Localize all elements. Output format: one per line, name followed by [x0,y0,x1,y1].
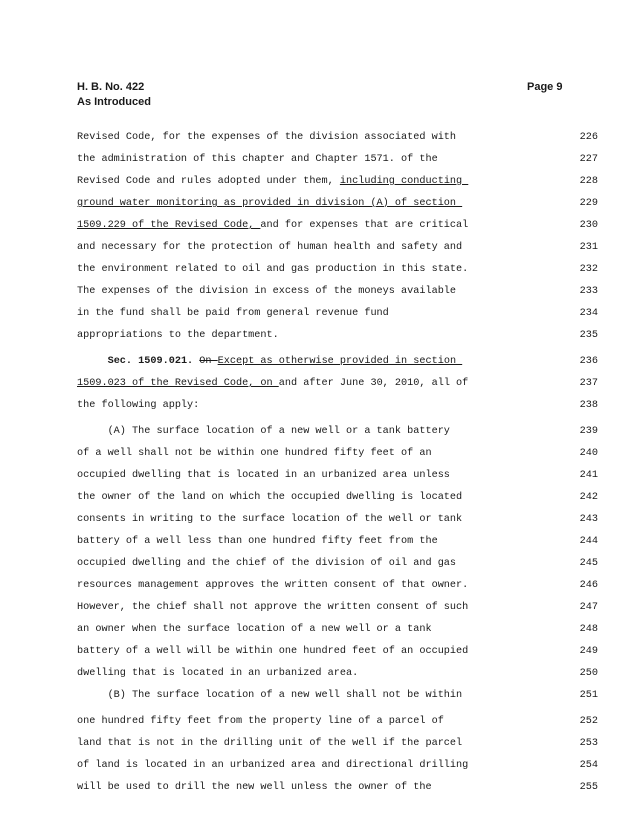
line-text: However, the chief shall not approve the written consent of such [77,602,469,613]
line-text: occupied dwelling and the chief of the division of oil and gas [77,558,457,569]
text-line [77,535,507,548]
line-number: 253 [579,738,598,749]
line-number: 229 [579,198,598,209]
section-heading: Sec. 1509.021. [107,356,194,367]
text-line [77,175,507,188]
line-number: 232 [579,264,598,275]
line-text: (A) The surface location of a new well or a tank battery [77,426,450,437]
line-number: 241 [579,470,598,481]
text-line [77,131,507,144]
line-number: 239 [579,426,598,437]
line-text: Revised Code and rules adopted under them, [77,176,340,187]
text-line [77,285,507,298]
line-number: 242 [579,492,598,503]
line-number: 240 [579,448,598,459]
text-line [77,399,507,412]
line-text: and for expenses that are critical [260,220,469,231]
text-line [77,781,507,794]
line-text: The expenses of the division in excess of the moneys available [77,286,457,297]
line-text: the owner of the land on which the occupied dwelling is located [77,492,463,503]
line-text: the administration of this chapter and Chapter 1571. of the [77,154,438,165]
inserted-text: Except as otherwise provided in section [217,356,463,367]
text-line [77,579,507,592]
line-text: occupied dwelling that is located in an urbanized area unless [77,470,450,481]
line-text: in the fund shall be paid from general revenue fund [77,308,389,319]
line-number: 247 [579,602,598,613]
text-line [77,491,507,504]
line-text: will be used to drill the new well unless the owner of the [77,782,432,793]
line-number: 250 [579,668,598,679]
text-line [77,219,507,232]
inserted-text: ground water monitoring as provided in division (A) of section [77,198,463,209]
line-number: 245 [579,558,598,569]
line-number: 234 [579,308,598,319]
line-text: and necessary for the protection of human health and safety and [77,242,463,253]
line-text: battery of a well will be within one hundred feet of an occupied [77,646,469,657]
line-text: dwelling that is located in an urbanized area. [77,668,359,679]
line-text: one hundred fifty feet from the property line of a parcel of [77,716,444,727]
line-text: Revised Code, for the expenses of the division associated with [77,132,457,143]
line-text: of land is located in an urbanized area and directional drilling [77,760,469,771]
text-line [77,447,507,460]
line-text: resources management approves the written consent of that owner. [77,580,469,591]
text-line [77,645,507,658]
line-text: of a well shall not be within one hundred fifty feet of an [77,448,432,459]
text-line [77,513,507,526]
line-number: 233 [579,286,598,297]
text-line [77,623,507,636]
line-text: an owner when the surface location of a new well or a tank [77,624,432,635]
line-number: 231 [579,242,598,253]
line-text: the environment related to oil and gas production in this state. [77,264,469,275]
line-number: 243 [579,514,598,525]
line-number: 249 [579,646,598,657]
inserted-text: 1509.023 of the Revised Code, on [77,378,279,389]
text-line [77,241,507,254]
line-text: battery of a well less than one hundred fifty feet from the [77,536,438,547]
line-number: 252 [579,716,598,727]
text-line [77,153,507,166]
line-text: and after June 30, 2010, all of [278,378,469,389]
line-number: 246 [579,580,598,591]
line-number: 254 [579,760,598,771]
line-number: 230 [579,220,598,231]
line-number: 255 [579,782,598,793]
text-line [77,329,507,342]
text-line [77,469,507,482]
text-line [77,197,507,210]
text-line [77,689,507,702]
bill-number: H. B. No. 422 [77,81,145,93]
bill-status: As Introduced [77,96,151,108]
line-number: 238 [579,400,598,411]
line-number: 251 [579,690,598,701]
inserted-text: 1509.229 of the Revised Code, [77,220,261,231]
text-line [77,667,507,680]
text-line [77,377,507,390]
line-number: 248 [579,624,598,635]
line-text: consents in writing to the surface location of the well or tank [77,514,463,525]
deleted-text: On [199,356,218,367]
line-number: 244 [579,536,598,547]
line-text [77,356,108,367]
line-number: 228 [579,176,598,187]
line-number: 227 [579,154,598,165]
page-number: Page 9 [527,81,563,93]
line-number: 237 [579,378,598,389]
line-number: 235 [579,330,598,341]
text-line [77,425,507,438]
text-line [77,759,507,772]
line-number: 226 [579,132,598,143]
line-text: (B) The surface location of a new well shall not be within [77,690,463,701]
text-line [77,355,507,368]
text-line [77,307,507,320]
text-line [77,601,507,614]
line-number: 236 [579,356,598,367]
line-text: land that is not in the drilling unit of the well if the parcel [77,738,463,749]
text-line [77,557,507,570]
line-text: the following apply: [77,400,200,411]
text-line [77,715,507,728]
text-line [77,263,507,276]
text-line [77,737,507,750]
inserted-text: including conducting [339,176,469,187]
line-text: appropriations to the department. [77,330,279,341]
